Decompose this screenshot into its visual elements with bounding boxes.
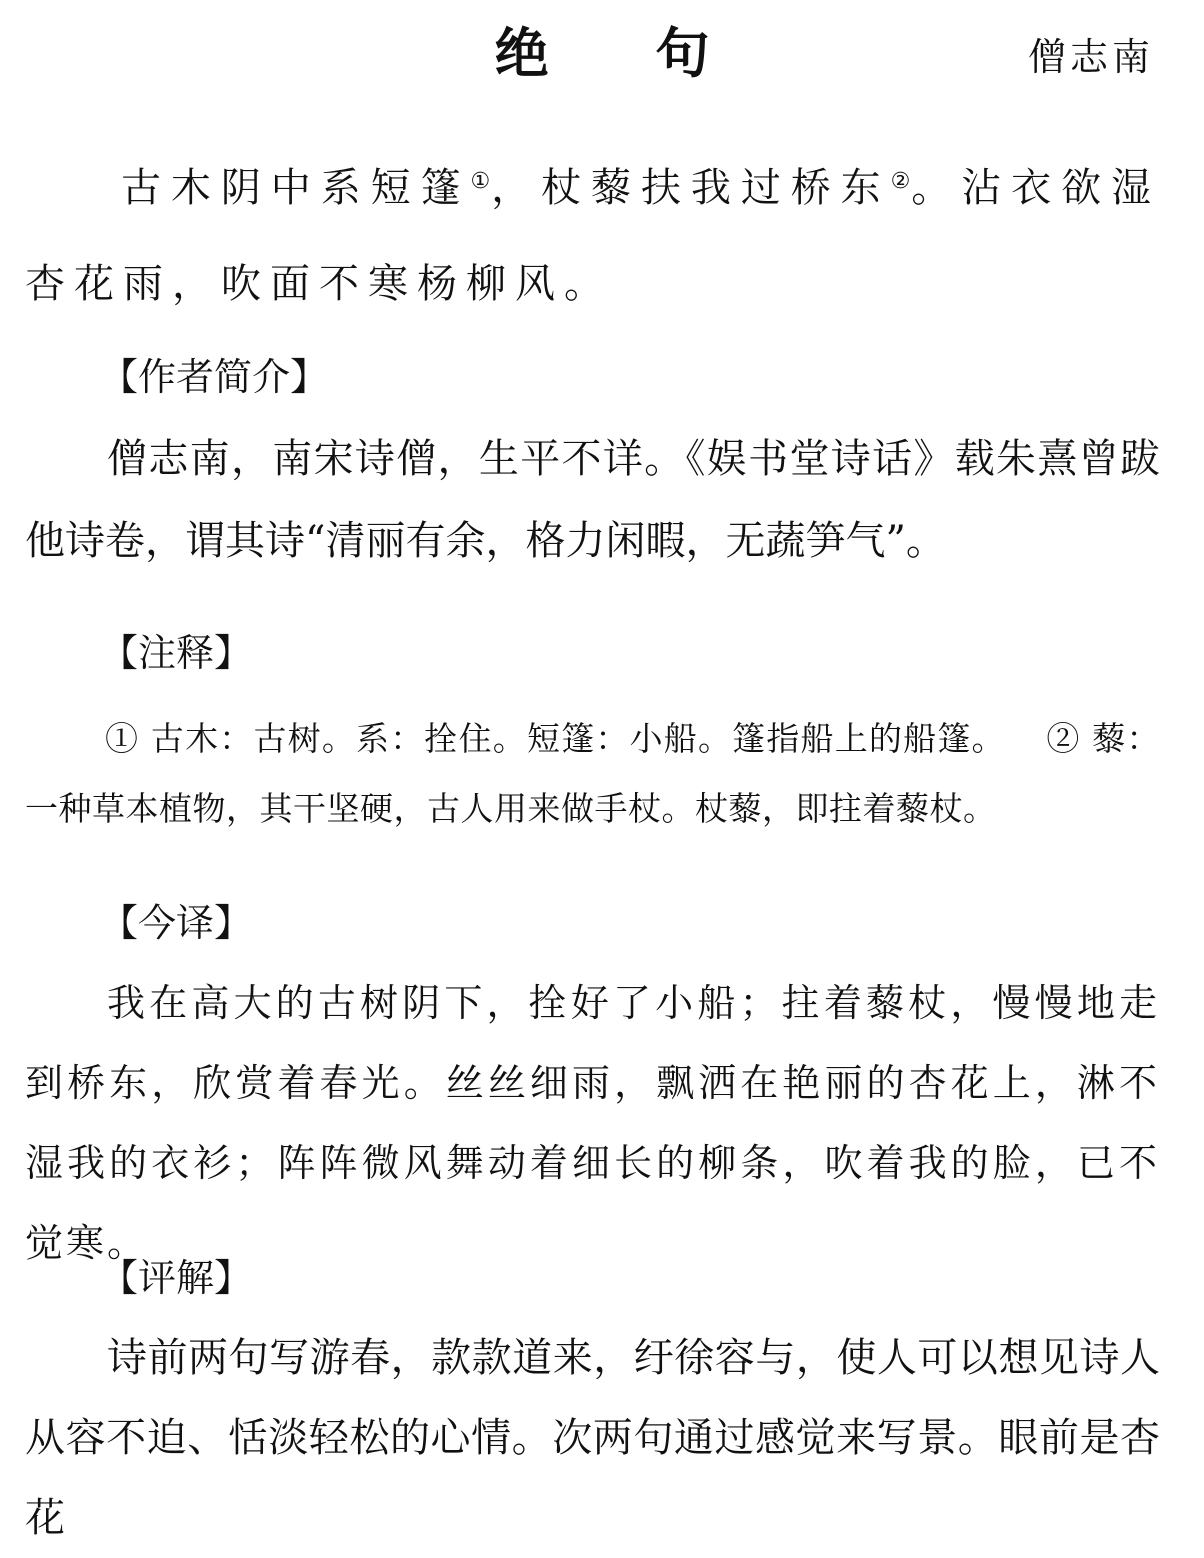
poem-line-part-3: 。沾衣欲湿杏花雨，吹面不寒杨柳风。	[25, 165, 1161, 307]
note-marker-1: ①	[470, 169, 492, 194]
notes-text	[25, 704, 1160, 844]
note-2: ② 藜：一种草本植物，其干坚硬，古人用来做手杖。杖藜，即拄着藜杖。	[25, 719, 1160, 828]
poem-text	[25, 140, 1160, 332]
poem-title: 绝 句	[494, 21, 754, 85]
author-intro-heading: 【作者简介】	[100, 355, 329, 399]
note-1: ① 古木：古树。系：拴住。短篷：小船。篷指船上的船篷。	[105, 719, 1006, 758]
poem-author: 僧志南	[1027, 35, 1154, 79]
translation-text: 我在高大的古树阴下，拴好了小船；拄着藜杖，慢慢地走到桥东，欣赏着春光。丝丝细雨，飘洒在艳丽的杏花上，淋不湿我的衣衫；阵阵微风舞动着细长的柳条，吹着我的脸，已不觉寒。	[25, 981, 1160, 1265]
commentary-text: 诗前两句写游春，款款道来，纡徐容与，使人可以想见诗人从容不迫、恬淡轻松的心情。次两句通过感觉来写景。眼前是杏花	[25, 1335, 1160, 1541]
commentary-heading: 【评解】	[100, 1256, 253, 1300]
translation-heading: 【今译】	[100, 901, 253, 945]
poem-line-part-2: ，杖藜扶我过桥东	[491, 165, 891, 211]
poem-line-part-1: 古木阴中系短篷	[121, 165, 471, 211]
note-marker-2: ②	[890, 169, 912, 194]
notes-heading: 【注释】	[100, 631, 253, 675]
author-intro-text: 僧志南，南宋诗僧，生平不详。《娱书堂诗话》载朱熹曾跋他诗卷，谓其诗“清丽有余，格力闲暇，无蔬笋气”。	[25, 436, 1160, 564]
